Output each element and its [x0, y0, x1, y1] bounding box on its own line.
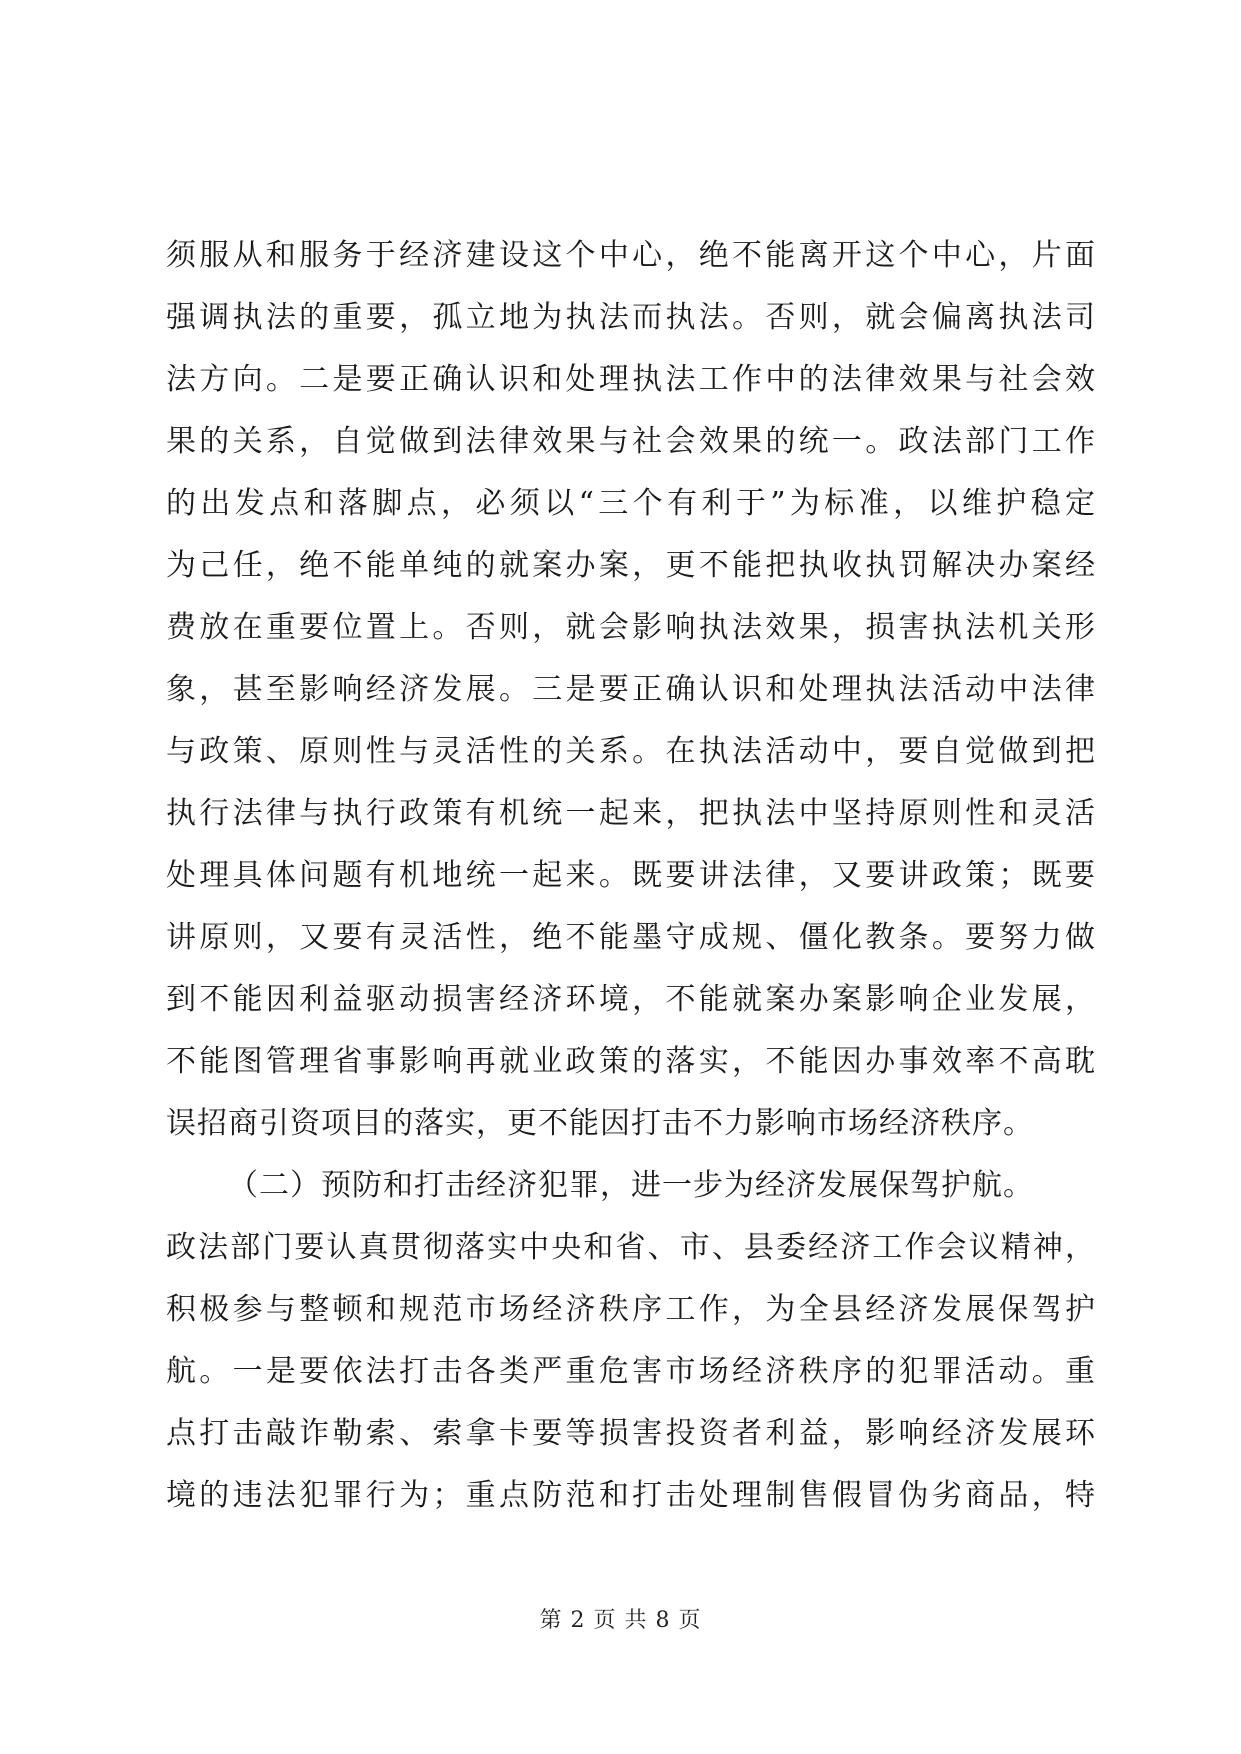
text-line: 讲原则，又要有灵活性，绝不能墨守成规、僵化教条。要努力做	[166, 920, 1096, 955]
section-heading-line: （二）预防和打击经济犯罪，进一步为经济发展保驾护航。	[228, 1168, 1034, 1203]
text-line: 境的违法犯罪行为；重点防范和打击处理制售假冒伪劣商品，特	[166, 1478, 1096, 1513]
text-line: 政法部门要认真贯彻落实中央和省、市、县委经济工作会议精神，	[166, 1230, 1096, 1265]
text-line: 航。一是要依法打击各类严重危害市场经济秩序的犯罪活动。重	[166, 1354, 1096, 1389]
paragraph-end-line: 误招商引资项目的落实，更不能因打击不力影响市场经济秩序。	[166, 1106, 1034, 1141]
page-number-footer: 第 2 页 共 8 页	[539, 1608, 702, 1633]
text-line: 费放在重要位置上。否则，就会影响执法效果，损害执法机关形	[166, 610, 1096, 645]
text-line: 积极参与整顿和规范市场经济秩序工作，为全县经济发展保驾护	[166, 1292, 1096, 1327]
text-line: 的出发点和落脚点，必须以“三个有利于”为标准，以维护稳定	[166, 486, 1096, 521]
text-line: 不能图管理省事影响再就业政策的落实，不能因办事效率不高耽	[166, 1044, 1096, 1079]
text-line: 果的关系，自觉做到法律效果与社会效果的统一。政法部门工作	[166, 424, 1096, 459]
text-line: 与政策、原则性与灵活性的关系。在执法活动中，要自觉做到把	[166, 734, 1096, 769]
text-line: 象，甚至影响经济发展。三是要正确认识和处理执法活动中法律	[166, 672, 1096, 707]
text-line: 强调执法的重要，孤立地为执法而执法。否则，就会偏离执法司	[166, 300, 1096, 335]
text-line: 须服从和服务于经济建设这个中心，绝不能离开这个中心，片面	[166, 238, 1096, 273]
text-line: 到不能因利益驱动损害经济环境，不能就案办案影响企业发展，	[166, 982, 1096, 1017]
text-line: 点打击敲诈勒索、索拿卡要等损害投资者利益，影响经济发展环	[166, 1416, 1096, 1451]
text-line: 法方向。二是要正确认识和处理执法工作中的法律效果与社会效	[166, 362, 1096, 397]
text-line: 为己任，绝不能单纯的就案办案，更不能把执收执罚解决办案经	[166, 548, 1096, 583]
text-line: 处理具体问题有机地统一起来。既要讲法律，又要讲政策；既要	[166, 858, 1096, 893]
text-line: 执行法律与执行政策有机统一起来，把执法中坚持原则性和灵活	[166, 796, 1096, 831]
document-body	[166, 225, 1096, 1527]
